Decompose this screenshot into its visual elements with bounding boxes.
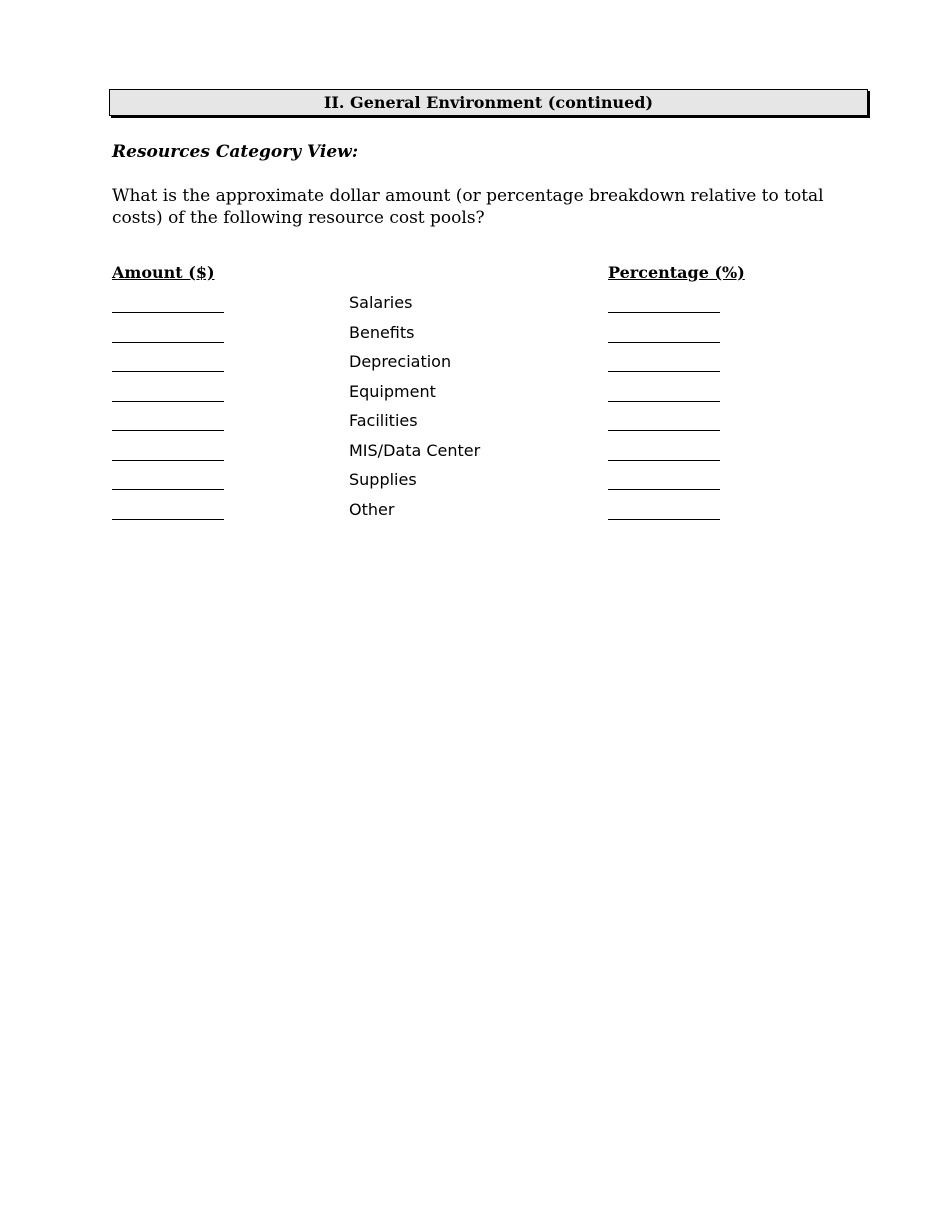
cost-pool-label: Salaries (349, 293, 413, 312)
cost-pool-label: Benefits (349, 322, 415, 342)
percentage-blank[interactable] (608, 498, 720, 520)
cost-pool-row (0, 409, 950, 439)
amount-blank[interactable] (112, 409, 224, 431)
cost-pool-list (0, 291, 950, 527)
cost-pool-row (0, 350, 950, 380)
cost-pool-label: Depreciation (349, 352, 452, 371)
percentage-column-header: Percentage (%) (608, 263, 745, 282)
amount-blank[interactable] (112, 439, 224, 461)
cost-pool-label: Supplies (349, 470, 417, 489)
amount-blank[interactable] (112, 291, 224, 313)
amount-blank[interactable] (112, 380, 224, 402)
percentage-blank[interactable] (608, 439, 720, 461)
cost-pool-row (0, 439, 950, 469)
question-text: What is the approximate dollar amount (or percentage breakdown relative to total costs) of the following resource cost pools? (112, 186, 824, 228)
amount-blank[interactable] (112, 468, 224, 490)
percentage-blank[interactable] (608, 350, 720, 372)
cost-pool-label: Facilities (349, 411, 418, 430)
cost-pool-label: MIS/Data Center (349, 440, 481, 460)
cost-pool-label: Other (349, 499, 395, 519)
amount-blank[interactable] (112, 321, 224, 343)
percentage-blank[interactable] (608, 468, 720, 490)
amount-column-header: Amount ($) (112, 263, 215, 282)
percentage-blank[interactable] (608, 380, 720, 402)
amount-blank[interactable] (112, 350, 224, 372)
percentage-blank[interactable] (608, 409, 720, 431)
cost-pool-row (0, 321, 950, 351)
percentage-blank[interactable] (608, 291, 720, 313)
cost-pool-label: Equipment (349, 381, 436, 401)
percentage-blank[interactable] (608, 321, 720, 343)
cost-pool-row (0, 380, 950, 410)
amount-blank[interactable] (112, 498, 224, 520)
subsection-title: Resources Category View: (112, 142, 359, 162)
cost-pool-row (0, 498, 950, 528)
cost-pool-row (0, 468, 950, 498)
cost-pool-row (0, 291, 950, 321)
section-header: II. General Environment (continued) (109, 89, 868, 116)
